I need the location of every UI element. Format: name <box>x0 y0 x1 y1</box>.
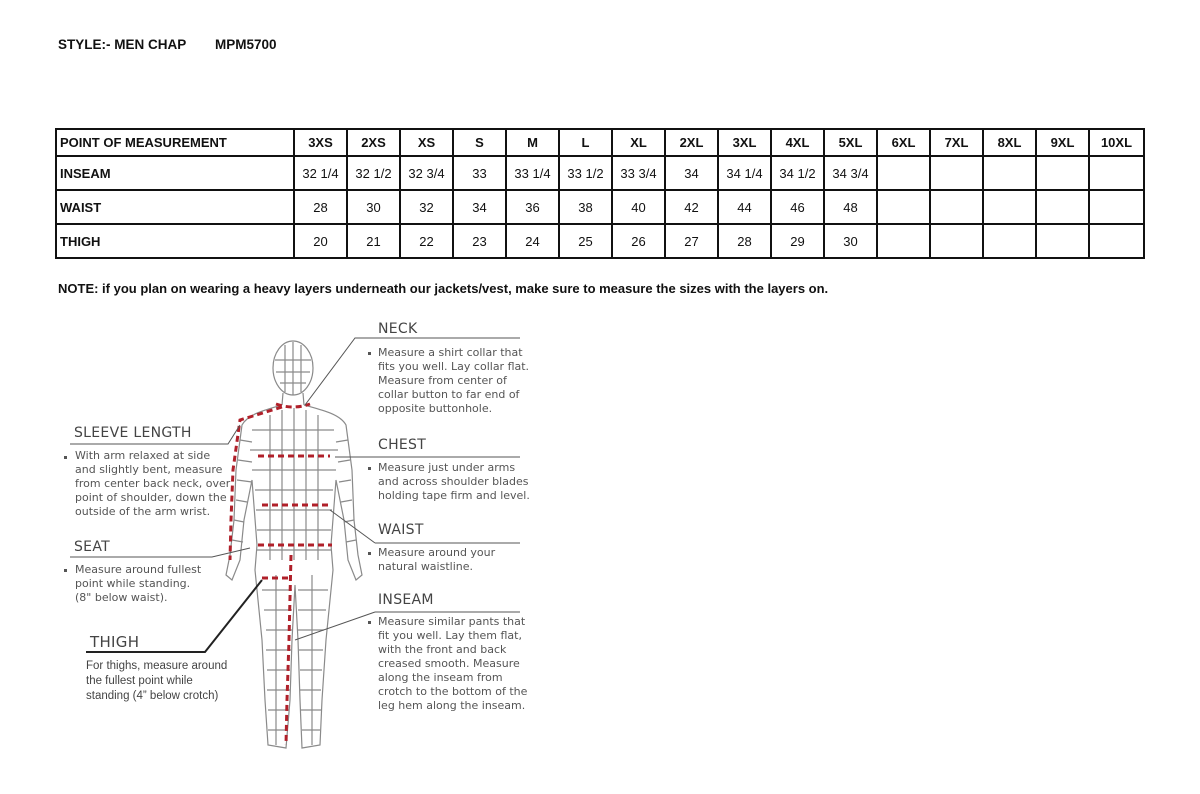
sleeve-line: outside of the arm wrist. <box>75 505 211 518</box>
neck-line: opposite buttonhole. <box>378 402 493 415</box>
table-cell: 38 <box>559 190 612 224</box>
table-header-cell: L <box>559 129 612 156</box>
table-cell: 29 <box>771 224 824 258</box>
sleeve-length-label: SLEEVE LENGTH <box>74 425 192 441</box>
thigh-line: standing (4” below crotch) <box>86 690 219 702</box>
neck-line: Measure a shirt collar that <box>378 346 523 359</box>
table-header-cell: POINT OF MEASUREMENT <box>56 129 294 156</box>
table-header-cell: 8XL <box>983 129 1036 156</box>
inseam-line: fit you well. Lay them flat, <box>378 629 522 642</box>
table-cell: 30 <box>824 224 877 258</box>
table-cell: 24 <box>506 224 559 258</box>
sleeve-length-instructions <box>75 449 230 519</box>
thigh-instructions <box>86 659 227 704</box>
waist-line: natural waistline. <box>378 560 473 573</box>
table-header-cell: 2XL <box>665 129 718 156</box>
table-cell: 44 <box>718 190 771 224</box>
table-header-cell: 6XL <box>877 129 930 156</box>
seat-label: SEAT <box>74 539 110 555</box>
chest-line: and across shoulder blades <box>378 475 529 488</box>
measurement-dash-lines <box>230 404 332 745</box>
chest-line: holding tape firm and level. <box>378 489 530 502</box>
neck-label: NECK <box>378 321 418 337</box>
thigh-label: THIGH <box>90 633 140 651</box>
table-cell: 33 1/4 <box>506 156 559 190</box>
row-label: THIGH <box>56 224 294 258</box>
table-cell: 34 3/4 <box>824 156 877 190</box>
thigh-line: the fullest point while <box>86 675 193 687</box>
table-header-cell: S <box>453 129 506 156</box>
table-cell: 33 3/4 <box>612 156 665 190</box>
inseam-line: Measure similar pants that <box>378 615 526 628</box>
inseam-line: along the inseam from <box>378 671 503 684</box>
table-header-cell: 7XL <box>930 129 983 156</box>
inseam-line: crotch to the bottom of the <box>378 685 528 698</box>
neck-instructions <box>378 346 529 416</box>
style-code: MPM5700 <box>215 37 277 52</box>
seat-line: Measure around fullest <box>75 563 202 576</box>
table-cell: 32 1/2 <box>347 156 400 190</box>
table-cell: 34 1/4 <box>718 156 771 190</box>
sleeve-line: from center back neck, over <box>75 477 231 490</box>
table-cell: 36 <box>506 190 559 224</box>
inseam-line: leg hem along the inseam. <box>378 699 526 712</box>
table-cell: 23 <box>453 224 506 258</box>
table-cell: 46 <box>771 190 824 224</box>
sleeve-line: With arm relaxed at side <box>75 449 211 462</box>
row-label: INSEAM <box>56 156 294 190</box>
table-cell: 28 <box>294 190 347 224</box>
seat-line: point while standing. <box>75 577 191 590</box>
table-cell: 25 <box>559 224 612 258</box>
table-cell: 32 3/4 <box>400 156 453 190</box>
table-header-cell: XS <box>400 129 453 156</box>
table-header-cell: 3XL <box>718 129 771 156</box>
seat-instructions <box>75 563 201 605</box>
table-cell: 42 <box>665 190 718 224</box>
table-cell: 34 <box>453 190 506 224</box>
table-cell: 33 1/2 <box>559 156 612 190</box>
waist-line: Measure around your <box>378 546 496 559</box>
row-label: WAIST <box>56 190 294 224</box>
table-cell: 48 <box>824 190 877 224</box>
inseam-line: creased smooth. Measure <box>378 657 520 670</box>
table-header-cell: M <box>506 129 559 156</box>
style-label: STYLE:- MEN CHAP <box>58 37 187 52</box>
inseam-line: with the front and back <box>378 643 507 656</box>
table-cell: 40 <box>612 190 665 224</box>
table-header-cell: 2XS <box>347 129 400 156</box>
table-cell: 32 <box>400 190 453 224</box>
thigh-line: For thighs, measure around <box>86 660 228 672</box>
table-cell: 33 <box>453 156 506 190</box>
table-cell: 26 <box>612 224 665 258</box>
table-header-cell: 5XL <box>824 129 877 156</box>
waist-label: WAIST <box>378 522 424 538</box>
table-cell: 34 1/2 <box>771 156 824 190</box>
neck-line: fits you well. Lay collar flat. <box>378 360 530 373</box>
neck-line: Measure from center of <box>378 374 507 387</box>
table-cell: 32 1/4 <box>294 156 347 190</box>
table-header-cell: 3XS <box>294 129 347 156</box>
chest-line: Measure just under arms <box>378 461 516 474</box>
chest-label: CHEST <box>378 437 427 453</box>
sleeve-line: point of shoulder, down the <box>75 491 227 504</box>
layering-note: NOTE: if you plan on wearing a heavy layers underneath our jackets/vest, make sure to measure the sizes with the layers on. <box>58 281 829 296</box>
table-header-cell: 9XL <box>1036 129 1089 156</box>
seat-line: (8" below waist). <box>75 591 168 604</box>
table-cell: 28 <box>718 224 771 258</box>
table-cell: 30 <box>347 190 400 224</box>
waist-instructions <box>378 546 495 574</box>
table-cell: 22 <box>400 224 453 258</box>
inseam-instructions <box>378 615 527 713</box>
chest-instructions <box>378 461 530 503</box>
table-header-cell: XL <box>612 129 665 156</box>
table-header-cell: 4XL <box>771 129 824 156</box>
inseam-label: INSEAM <box>378 592 434 608</box>
table-cell: 27 <box>665 224 718 258</box>
sleeve-line: and slightly bent, measure <box>75 463 223 476</box>
table-cell: 21 <box>347 224 400 258</box>
table-cell: 20 <box>294 224 347 258</box>
table-cell: 34 <box>665 156 718 190</box>
neck-line: collar button to far end of <box>378 388 520 401</box>
table-header-cell: 10XL <box>1089 129 1144 156</box>
